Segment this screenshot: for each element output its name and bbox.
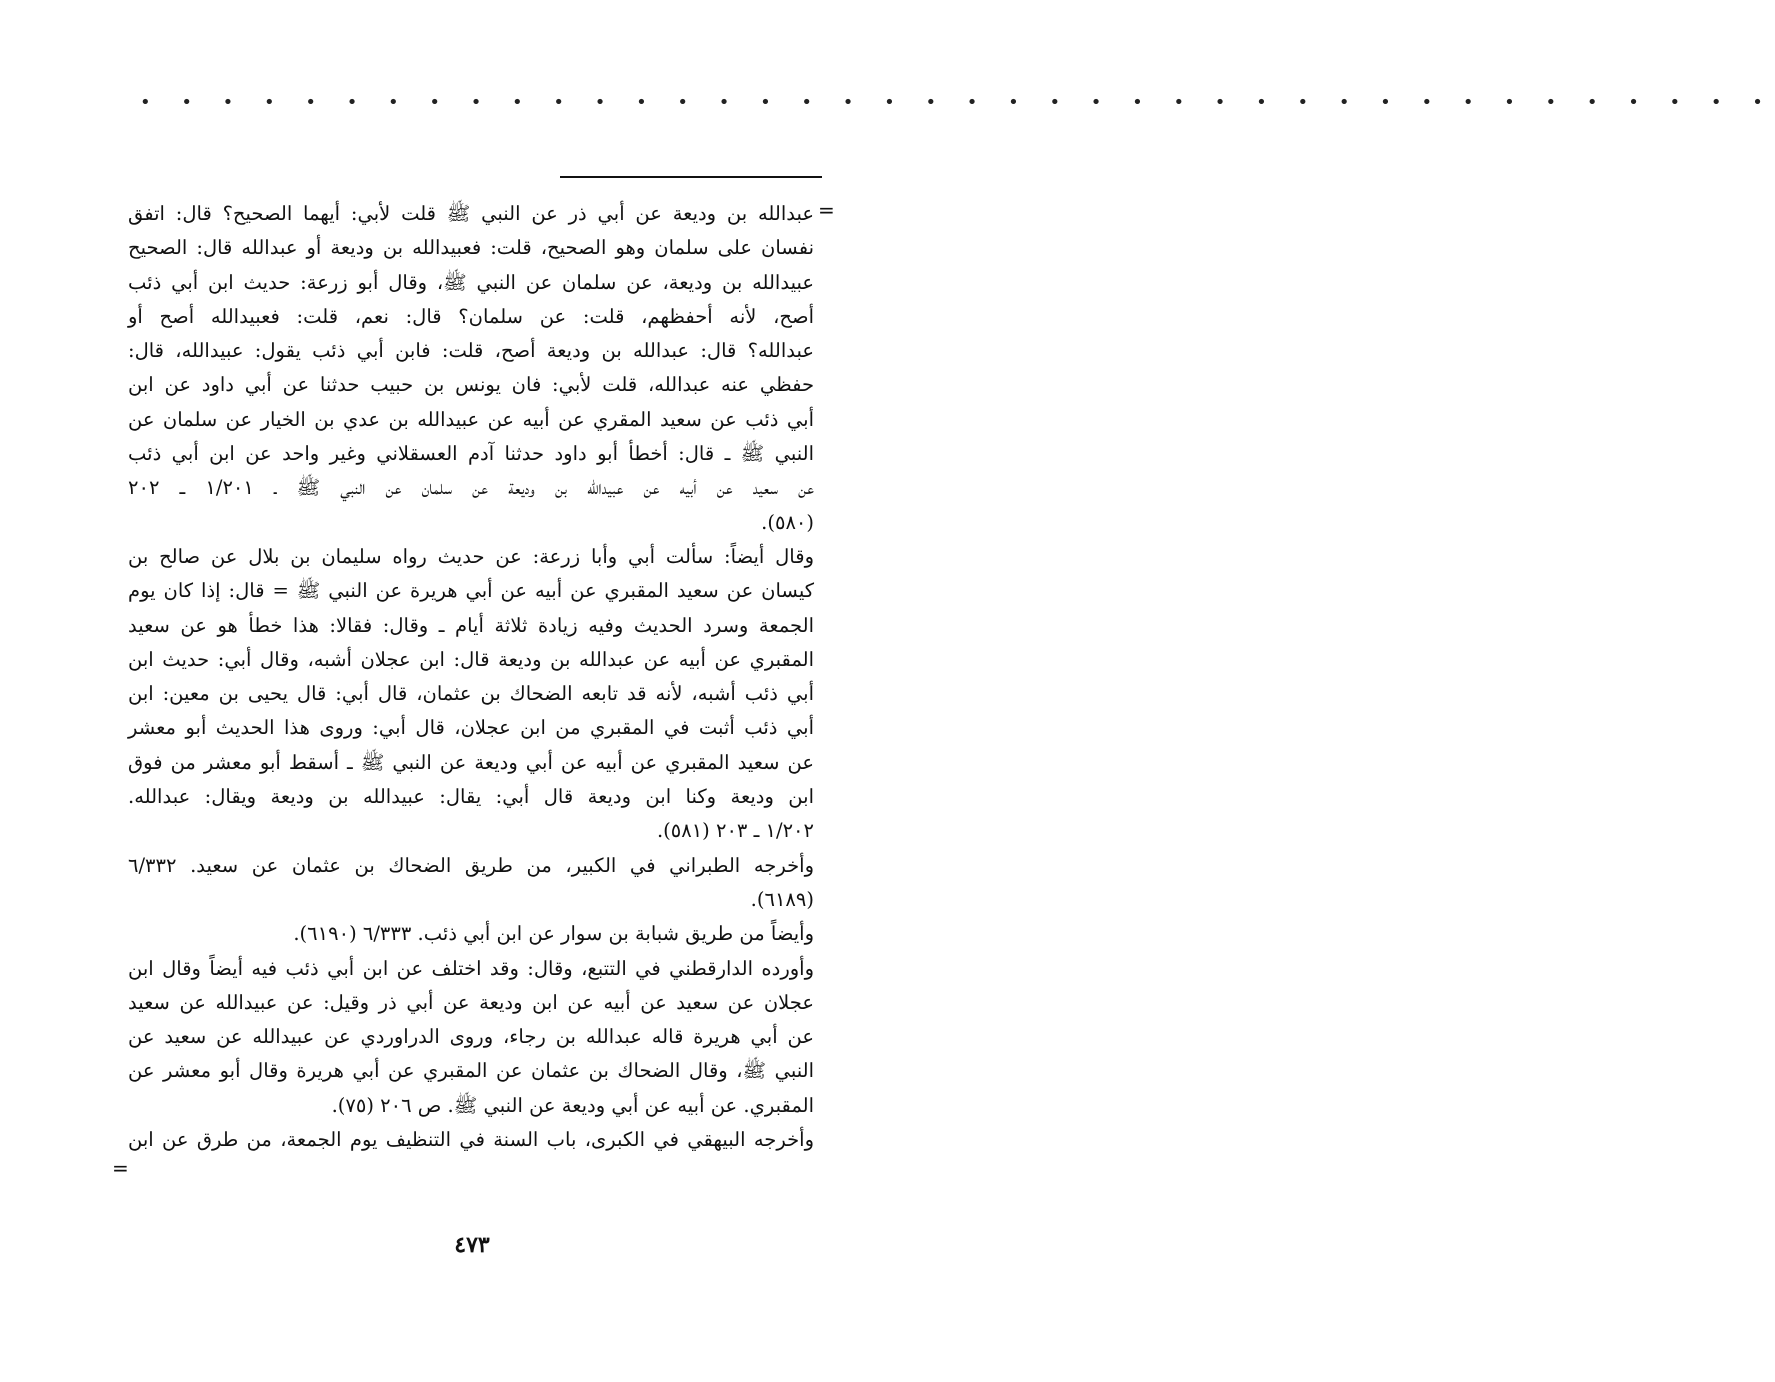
footnote-line: وأخرجه البيهقي في الكبرى، باب السنة في التنظيف يوم الجمعة، من طرق عن ابن [128, 1128, 814, 1152]
footnote-line: عن سعيد عن أبيه عن عبيدالله بن وديعة عن سلمان عن النبي ﷺ ـ ١/٢٠١ ـ ٢٠٢ [128, 476, 814, 500]
footnote-line: حفظي عنه عبدالله، قلت لأبي: فان يونس بن حبيب حدثنا عن أبي داود عن ابن [128, 373, 814, 397]
footnote-line: ابن وديعة وكنا ابن وديعة قال أبي: يقال: عبيدالله بن وديعة ويقال: عبدالله. [128, 785, 814, 809]
footnote-line: وأيضاً من طريق شبابة بن سوار عن ابن أبي ذئب. ٦/٣٣٣ (٦١٩٠). [293, 922, 814, 946]
footnote-line: كيسان عن سعيد المقبري عن أبيه عن أبي هريرة عن النبي ﷺ = قال: إذا كان يوم [128, 579, 814, 603]
footnote-body [128, 197, 814, 1157]
footnote-rule [560, 176, 822, 178]
footnote-line: النبي ﷺ، وقال الضحاك بن عثمان عن المقبري عن أبي هريرة وقال أبو معشر عن [128, 1059, 814, 1083]
footnote-line: عن سعيد المقبري عن أبيه عن أبي وديعة عن النبي ﷺ ـ أسقط أبو معشر من فوق [128, 750, 814, 774]
footnote-line: المقبري. عن أبيه عن أبي وديعة عن النبي ﷺ. ص ٢٠٦ (٧٥). [331, 1093, 814, 1117]
footnote-line: ١/٢٠٢ ـ ٢٠٣ (٥٨١). [656, 819, 814, 843]
footnote-line: عبدالله؟ قال: عبدالله بن وديعة أصح، قلت: فابن أبي ذئب يقول: عبيدالله، قال: [128, 339, 814, 363]
footnote-line: عجلان عن سعيد عن أبيه عن ابن وديعة عن أبي ذر وقيل: عن عبيدالله عن سعيد [128, 990, 814, 1014]
footnote-line: عبدالله بن وديعة عن أبي ذر عن النبي ﷺ قلت لأبي: أيهما الصحيح؟ قال: اتفق [128, 202, 814, 225]
dotted-separator: • • • • • • • • • • • • • • • • • • • • • • • • • • • • • • • • • • • • • • • • [140, 92, 1775, 113]
footnote-line: أبي ذئب أشبه، لأنه قد تابعه الضحاك بن عثمان، قال أبي: قال يحيى بن معين: ابن [128, 682, 814, 706]
footnote-line: (٦١٨٩). [750, 887, 814, 911]
footnote-line: وأورده الدارقطني في التتبع، وقال: وقد اختلف عن ابن أبي ذئب فيه أيضاً وقال ابن [128, 956, 814, 980]
footnote-line: (٥٨٠). [761, 510, 814, 534]
footnote-line: عبيدالله بن وديعة، عن سلمان عن النبي ﷺ، وقال أبو زرعة: حديث ابن أبي ذئب [128, 270, 814, 294]
footnote-line: وقال أيضاً: سألت أبي وأبا زرعة: عن حديث رواه سليمان بن بلال عن صالح بن [128, 544, 814, 568]
footnote-line: وأخرجه الطبراني في الكبير، من طريق الضحاك بن عثمان عن سعيد. ٦/٣٣٢ [128, 853, 814, 877]
page-number: ٤٧٣ [454, 1232, 490, 1258]
continuation-mark-top: = [818, 198, 835, 222]
footnote-line: نفسان على سلمان وهو الصحيح، قلت: فعبيدالله بن وديعة أو عبدالله قال: الصحيح [128, 236, 814, 260]
footnote-line: النبي ﷺ ـ قال: أخطأ أبو داود حدثنا آدم العسقلاني وغير واحد عن ابن أبي ذئب [128, 442, 814, 466]
continuation-mark-bottom: = [112, 1156, 129, 1180]
footnote-line: عن أبي هريرة قاله عبدالله بن رجاء، وروى الدراوردي عن عبيدالله عن سعيد عن [128, 1025, 814, 1049]
footnote-line: أبي ذئب أثبت في المقبري من ابن عجلان، قال أبي: وروى هذا الحديث أبو معشر [128, 716, 814, 740]
footnote-line: أصح، لأنه أحفظهم، قلت: عن سلمان؟ قال: نعم، قلت: فعبيدالله أصح أو [128, 304, 814, 328]
footnote-line: أبي ذئب عن سعيد المقري عن أبيه عن عبيدالله بن عدي بن الخيار عن سلمان عن [128, 407, 814, 431]
footnote-line: المقبري عن أبيه عن عبدالله بن وديعة قال: ابن عجلان أشبه، وقال أبي: حديث ابن [128, 647, 814, 671]
footnote-line: الجمعة وسرد الحديث وفيه زيادة ثلاثة أيام ـ وقال: فقالا: هذا خطأ هو عن سعيد [128, 613, 814, 637]
